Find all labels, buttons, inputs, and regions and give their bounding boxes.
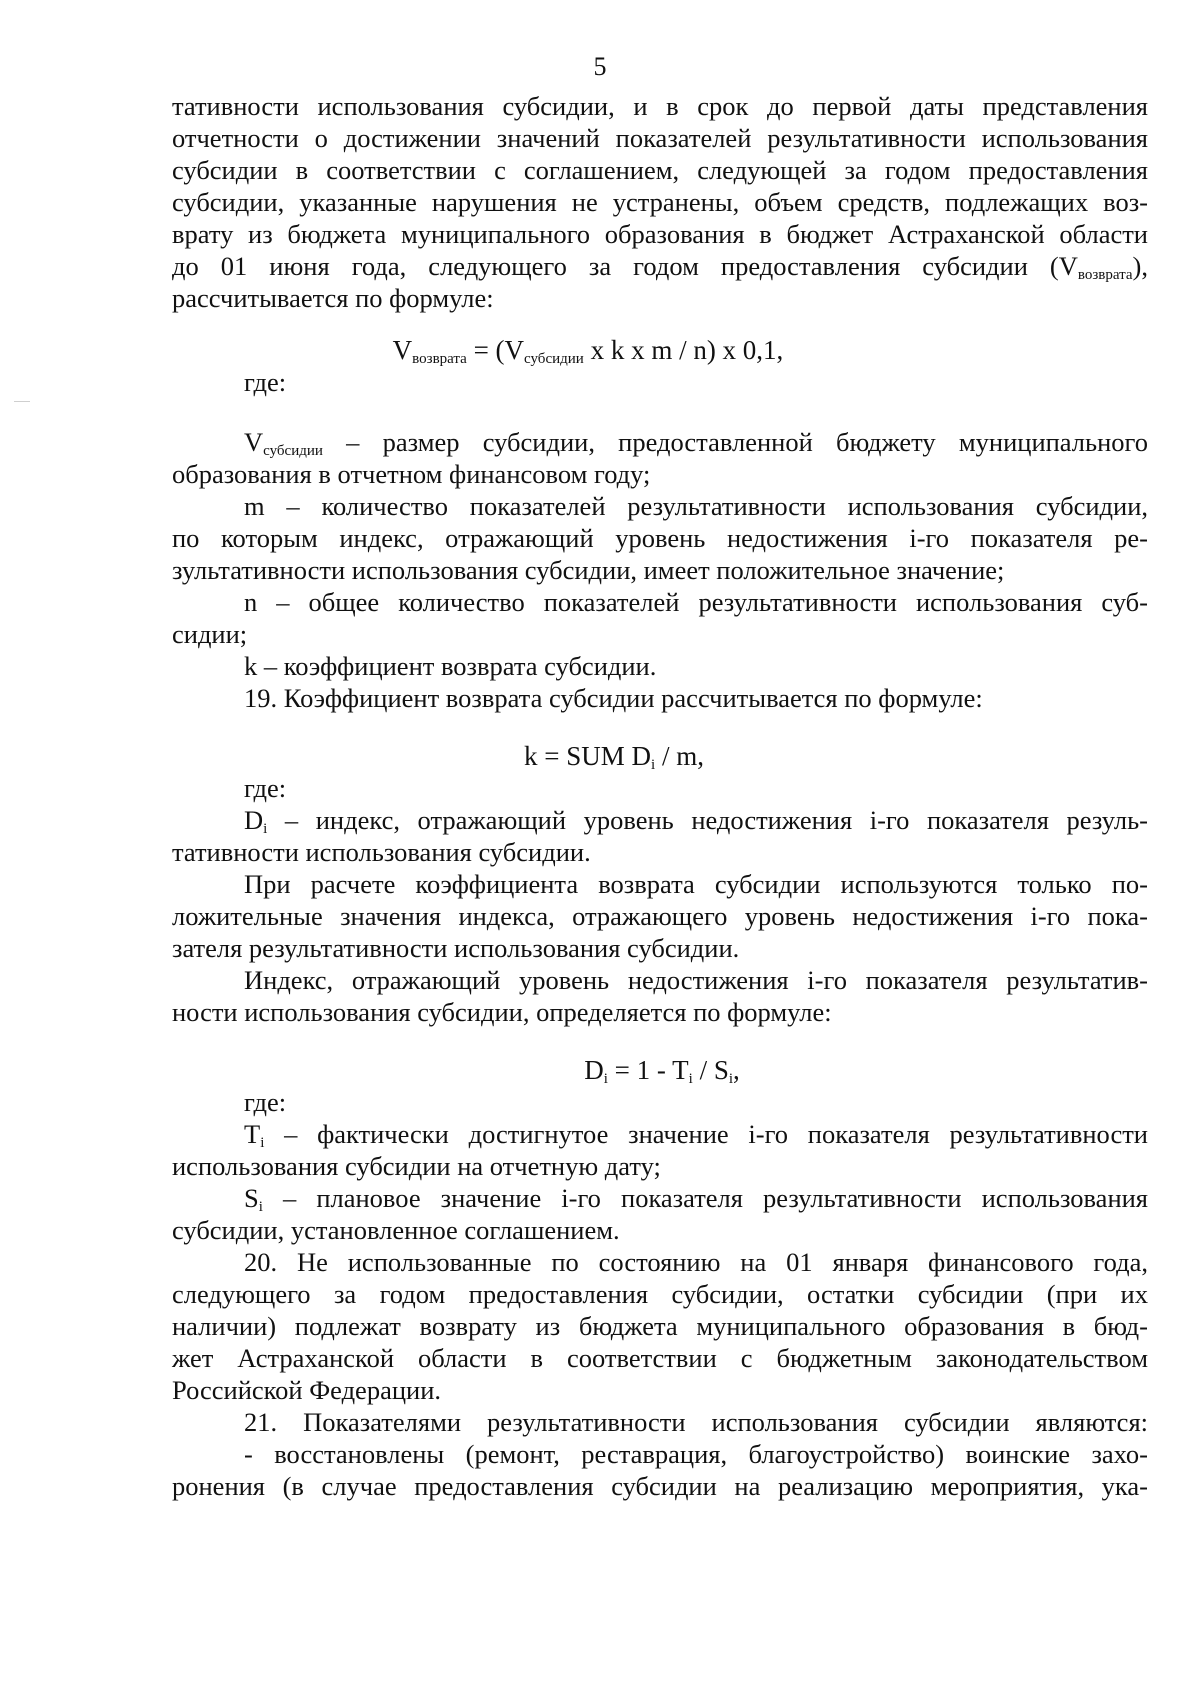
text-line — [172, 250, 1148, 282]
subscript: субсидии — [524, 351, 584, 367]
formula-symbol: V — [392, 335, 413, 365]
formula-index — [62, 1054, 1200, 1086]
formula-part: k = SUM D — [524, 741, 652, 771]
text-line: 20. Не использованные по состоянию на 01 января финансового года, — [244, 1247, 1148, 1277]
symbol: S — [244, 1183, 259, 1213]
formula-coefficient — [14, 740, 1200, 772]
formula-part: / S — [692, 1055, 729, 1085]
definition-text: – индекс, отражающий уровень недостижения i-го показателя резуль- — [267, 805, 1148, 835]
line-text: до 01 июня года, следующего за годом предоставления субсидии (V — [172, 251, 1078, 281]
subscript: субсидии — [263, 443, 323, 459]
text-line: жет Астраханской области в соответствии с бюджетным законодательством — [172, 1343, 1148, 1373]
text-line: 21. Показателями результативности использования субсидии являются: — [244, 1407, 1148, 1437]
symbol: V — [244, 427, 264, 457]
text-line: отчетности о достижении значений показателей результативности использования — [172, 123, 1148, 153]
text-line: ложительные значения индекса, отражающего уровень недостижения i-го пока- — [172, 901, 1148, 931]
formula-part: = (V — [466, 335, 525, 365]
text-line: образования в отчетном финансовом году; — [172, 459, 651, 489]
subscript: i — [728, 1071, 734, 1087]
text-line: - восстановлены (ремонт, реставрация, благоустройство) воинские захо- — [244, 1439, 1148, 1469]
text-line: сидии; — [172, 619, 248, 649]
text-line: Российской Федерации. — [172, 1375, 441, 1405]
where-label: где: — [244, 367, 287, 397]
definition-text: – размер субсидии, предоставленной бюджету муниципального — [322, 427, 1148, 457]
formula-part: / m, — [655, 741, 704, 771]
text-line: наличии) подлежат возврату из бюджета муниципального образования в бюд- — [172, 1311, 1148, 1341]
text-line: ности использования субсидии, определяется по формуле: — [172, 997, 832, 1027]
text-line: k – коэффициент возврата субсидии. — [244, 651, 657, 681]
text-line — [244, 1182, 1148, 1214]
text-line: тативности использования субсидии, и в срок до первой даты представления — [172, 91, 1148, 121]
text-line: врату из бюджета муниципального образования в бюджет Астраханской области — [172, 219, 1148, 249]
formula-part: x k x m / n) x 0,1, — [583, 335, 784, 365]
text-line: зателя результативности использования субсидии. — [172, 933, 740, 963]
text-line: n – общее количество показателей результативности использования суб- — [244, 587, 1148, 617]
text-line — [244, 804, 1148, 836]
text-line: 19. Коэффициент возврата субсидии рассчитывается по формуле: — [244, 683, 983, 713]
where-label: где: — [244, 1087, 287, 1117]
where-label: где: — [244, 773, 287, 803]
formula-symbol: D — [584, 1055, 604, 1085]
definition-text: – фактически достигнутое значение i-го показателя результативности — [264, 1119, 1148, 1149]
scan-mark — [14, 401, 30, 402]
text-line: При расчете коэффициента возврата субсидии используются только по- — [244, 869, 1148, 899]
symbol: D — [244, 805, 264, 835]
subscript: i — [263, 821, 268, 837]
text-line: ронения (в случае предоставления субсидии на реализацию мероприятия, ука- — [172, 1471, 1148, 1501]
symbol: T — [244, 1119, 261, 1149]
text-line — [244, 1118, 1148, 1150]
formula-return-volume — [0, 334, 1188, 366]
text-line: субсидии, указанные нарушения не устранены, объем средств, подлежащих воз- — [172, 187, 1148, 217]
subscript: i — [603, 1071, 608, 1087]
subscript: i — [651, 757, 656, 773]
subscript: возврата — [1077, 267, 1133, 283]
text-line: Индекс, отражающий уровень недостижения i-го показателя результатив- — [244, 965, 1148, 995]
text-line: использования субсидии на отчетную дату; — [172, 1151, 661, 1181]
formula-part: , — [733, 1055, 740, 1085]
text-line: зультативности использования субсидии, имеет положительное значение; — [172, 555, 1005, 585]
page-number: 5 — [593, 52, 607, 81]
text-line — [244, 426, 1148, 458]
text-line: субсидии, установленное соглашением. — [172, 1215, 620, 1245]
text-line: субсидии в соответствии с соглашением, следующей за годом предоставления — [172, 155, 1148, 185]
text-line: рассчитывается по формуле: — [172, 283, 494, 313]
text-line: m – количество показателей результативности использования субсидии, — [244, 491, 1148, 521]
text-line: тативности использования субсидии. — [172, 837, 591, 867]
subscript: i — [260, 1135, 265, 1151]
line-tail: ), — [1132, 251, 1148, 281]
subscript: i — [258, 1199, 263, 1215]
subscript: возврата — [412, 351, 467, 367]
formula-part: = 1 - T — [607, 1055, 689, 1085]
definition-text: – плановое значение i-го показателя результативности использования — [262, 1183, 1148, 1213]
text-line: следующего за годом предоставления субсидии, остатки субсидии (при их — [172, 1279, 1148, 1309]
subscript: i — [688, 1071, 693, 1087]
text-line: по которым индекс, отражающий уровень недостижения i-го показателя ре- — [172, 523, 1148, 553]
